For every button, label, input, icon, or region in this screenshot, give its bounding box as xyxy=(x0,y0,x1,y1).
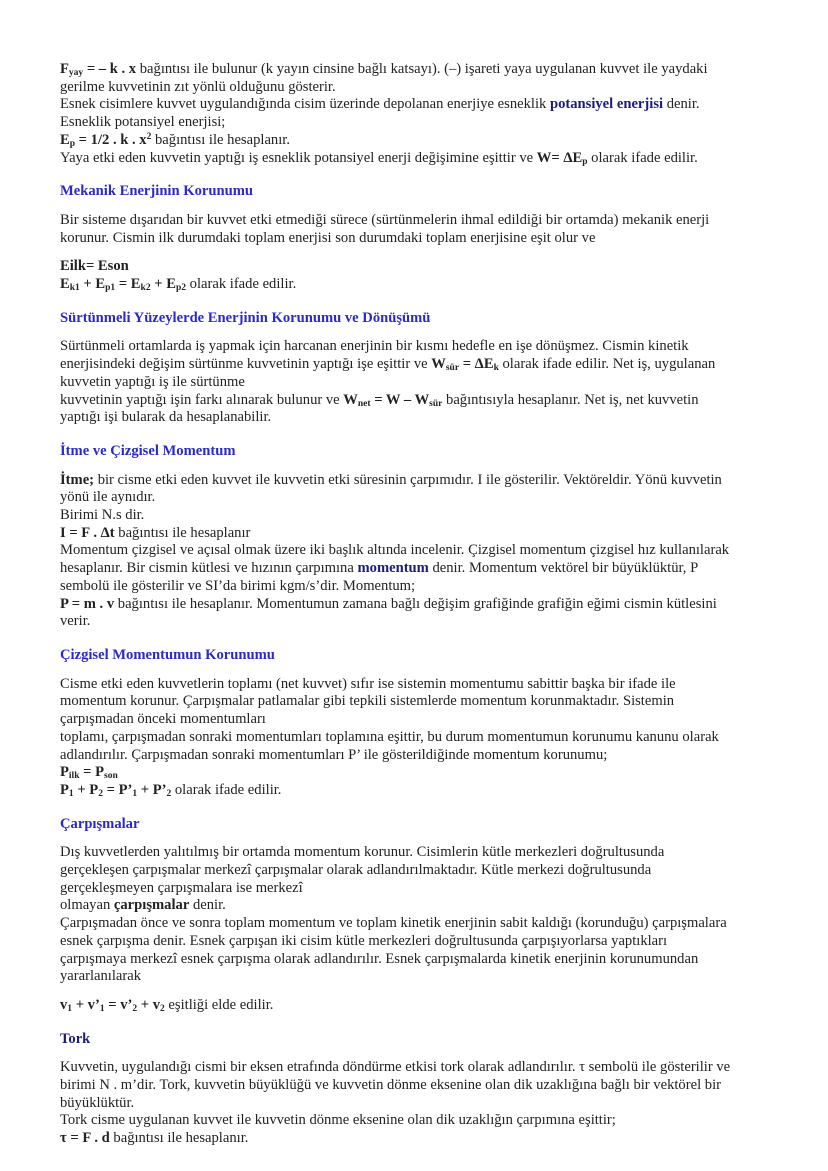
text-run: hesaplanır. Bir cismin kütlesi ve hızının çarpımına xyxy=(60,560,358,577)
text-run: Bir sisteme dışarıdan bir kuvvet etki etmediği sürece (sürtünmelerin ihmal edildiği bir ortamda) mekanik enerji xyxy=(60,211,710,228)
emphasized-text: W xyxy=(431,356,446,373)
text-line xyxy=(60,542,780,560)
text-line xyxy=(60,96,780,114)
emphasized-text: = 1/2 . k . x xyxy=(75,131,147,148)
paragraph xyxy=(60,258,780,293)
emphasized-text: P = m . v xyxy=(60,595,115,612)
text-run: Esneklik potansiyel enerjisi; xyxy=(60,114,226,131)
text-run: adlandırılır. Çarpışmadan sonraki momentumları P’ ile gösterildiğinde momentum korunumu; xyxy=(60,746,608,763)
text-line xyxy=(60,997,780,1015)
text-line xyxy=(60,897,780,915)
text-line xyxy=(60,114,780,132)
section-heading: Mekanik Enerjinin Korunumu xyxy=(60,183,254,200)
text-run: gerçekleşen çarpışmalar merkezî çarpışmalar olarak adlandırılmaktadır. Kütle merkezi doğrultusunda xyxy=(60,862,652,879)
text-line xyxy=(60,844,780,862)
text-line xyxy=(60,276,780,294)
text-line xyxy=(60,951,780,969)
subscript: k xyxy=(493,363,499,374)
emphasized-text: = P xyxy=(79,764,105,781)
emphasized-text: = – k . x xyxy=(83,61,137,77)
text-line xyxy=(60,693,780,711)
emphasized-text: E xyxy=(60,276,70,293)
text-line xyxy=(60,613,780,631)
text-line xyxy=(60,258,780,276)
text-line xyxy=(60,132,780,150)
paragraph xyxy=(60,676,780,800)
text-run: Tork cisme uygulanan kuvvet ile kuvvetin dönme eksenine olan dik uzaklığın çarpımına eşittir; xyxy=(60,1112,616,1129)
text-line xyxy=(60,560,780,578)
emphasized-text: = P’ xyxy=(102,781,133,798)
text-run: Cisme etki eden kuvvetlerin toplamı (net kuvvet) sıfır ise sistemin momentumu sabittir başka bir ifade ile xyxy=(60,675,676,692)
subscript: p2 xyxy=(175,283,186,294)
text-run: esnek çarpışma denir. Esnek çarpışan iki cisim kütle merkezleri doğrultusunda çarpışıyorlarsa yaptıkları xyxy=(60,932,668,949)
section-intro xyxy=(60,61,780,167)
text-line xyxy=(60,230,780,248)
section-carpismalar xyxy=(60,816,780,1015)
text-run: büyüklüktür. xyxy=(60,1094,135,1111)
text-run: bir cisme etki eden kuvvet ile kuvvetin etki süresinin çarpımıdır. I ile gösterilir. Vektöreldir. Yönü kuvvetin xyxy=(94,471,722,488)
emphasized-text: W xyxy=(343,391,358,408)
section-surtunmeli-yuzeylerde-enerjinin-korunumu-ve-donusumu xyxy=(60,310,780,427)
text-run: olarak ifade edilir. xyxy=(587,149,698,166)
subscript: ilk xyxy=(68,771,80,782)
subscript: 2 xyxy=(166,788,172,799)
emphasized-text: P xyxy=(60,764,69,781)
paragraph xyxy=(60,997,780,1015)
text-run: çarpışmaya merkezî esnek çarpışma olarak adlandırılır. Esnek çarpışmalarda kinetik enerjinin korunumundan xyxy=(60,950,699,967)
text-line xyxy=(60,507,780,525)
emphasized-text: v xyxy=(60,996,68,1013)
text-line xyxy=(60,79,780,97)
text-run: kuvvetinin yaptığı işin farkı alınarak bulunur ve xyxy=(60,391,344,408)
text-run: bağıntısıyla hesaplanır. Net iş, net kuvvetin xyxy=(442,391,699,408)
paragraph xyxy=(60,844,780,986)
subscript: sür xyxy=(429,398,443,409)
text-line xyxy=(60,729,780,747)
subscript: p xyxy=(69,138,76,149)
text-run: bağıntısı ile bulunur (k yayın cinsine bağlı katsayı). (–) işareti yaya uygulanan kuvvet ile yaydaki xyxy=(136,61,708,77)
subscript: yay xyxy=(68,68,84,78)
emphasized-text: + v xyxy=(137,996,161,1013)
text-line xyxy=(60,409,780,427)
emphasized-text: = v’ xyxy=(104,996,133,1013)
text-run: verir. xyxy=(60,613,91,630)
emphasized-text: + E xyxy=(150,276,176,293)
section-heading: Tork xyxy=(60,1030,91,1047)
text-run: korunur. Cismin ilk durumdaki toplam enerjisi son durumdaki toplam enerjisine eşit olur ve xyxy=(60,229,596,246)
text-line xyxy=(60,374,780,392)
superscript: 2 xyxy=(146,131,152,142)
text-run: bağıntısı ile hesaplanır. Momentumun zamana bağlı değişim grafiğinde grafiğin eğimi cismin kütlesini xyxy=(114,595,717,612)
text-line xyxy=(60,338,780,356)
section-heading: Çizgisel Momentumun Korunumu xyxy=(60,646,275,663)
paragraph xyxy=(60,61,780,167)
text-line xyxy=(60,880,780,898)
paragraph xyxy=(60,472,780,631)
text-run: momentum korunur. Çarpışmalar patlamalar gibi tepkili sistemlerde momentum korunmaktadır. Sistemin xyxy=(60,693,675,710)
emphasized-text: potansiyel enerjisi xyxy=(549,96,664,113)
text-run: denir. xyxy=(189,897,226,914)
text-line xyxy=(60,356,780,374)
subscript: k2 xyxy=(140,283,151,294)
text-line xyxy=(60,392,780,410)
text-line xyxy=(60,747,780,765)
text-line xyxy=(60,489,780,507)
subscript: p1 xyxy=(105,283,116,294)
text-line xyxy=(60,915,780,933)
text-run: Dış kuvvetlerden yalıtılmış bir ortamda momentum korunur. Cisimlerin kütle merkezleri doğrultusunda xyxy=(60,844,665,861)
text-run: toplamı, çarpışmadan sonraki momentumları toplamına eşittir, bu durum momentumun korunumu kanunu olarak xyxy=(60,728,719,745)
subscript: 1 xyxy=(68,788,74,799)
section-heading: Sürtünmeli Yüzeylerde Enerjinin Korunumu ve Dönüşümü xyxy=(60,309,431,326)
subscript: 1 xyxy=(67,1003,73,1014)
emphasized-text: İtme; xyxy=(60,471,95,488)
emphasized-text: + E xyxy=(79,276,106,293)
subscript: sür xyxy=(445,363,460,374)
text-run: sembolü ile gösterilir ve SI’da birimi kgm/s’dir. Momentum; xyxy=(60,577,416,594)
text-line xyxy=(60,61,780,79)
paragraph xyxy=(60,1059,780,1148)
text-run: bağıntısı ile hesaplanır xyxy=(114,524,251,541)
text-run: çarpışmadan önceki momentumları xyxy=(60,711,266,728)
text-line xyxy=(60,472,780,490)
emphasized-text: P xyxy=(60,781,69,798)
text-run: olarak ifade edilir. xyxy=(186,276,297,293)
emphasized-text: + v’ xyxy=(72,996,100,1013)
text-run: bağıntısı ile hesaplanır. xyxy=(109,1130,249,1147)
text-run: Esnek cisimlere kuvvet uygulandığında cisim üzerinde depolanan enerjiye esneklik xyxy=(60,96,550,113)
text-line xyxy=(60,711,780,729)
text-line xyxy=(60,764,780,782)
text-run: Kuvvetin, uygulandığı cismi bir eksen etrafında döndürme etkisi tork olarak adlandırılır. τ sembolü ile gösterilir ve xyxy=(60,1059,731,1076)
subscript: 2 xyxy=(160,1003,165,1014)
text-line xyxy=(60,525,780,543)
emphasized-text: çarpışmalar xyxy=(113,897,190,914)
subscript: net xyxy=(357,398,371,409)
text-line xyxy=(60,676,780,694)
emphasized-text: momentum xyxy=(357,560,429,577)
text-line xyxy=(60,1095,780,1113)
text-line xyxy=(60,933,780,951)
emphasized-text: W= ΔE xyxy=(536,149,583,166)
emphasized-text: = W – W xyxy=(370,391,430,408)
text-line xyxy=(60,1077,780,1095)
section-heading: Çarpışmalar xyxy=(60,815,140,832)
text-line xyxy=(60,212,780,230)
emphasized-text: = ΔE xyxy=(459,356,494,373)
text-line xyxy=(60,968,780,986)
text-line xyxy=(60,1059,780,1077)
paragraph xyxy=(60,212,780,247)
text-run: Momentum çizgisel ve açısal olmak üzere iki başlık altında incelenir. Çizgisel momentum çizgisel hız kullanılarak xyxy=(60,542,730,559)
emphasized-text: I = F . Δt xyxy=(60,524,115,541)
text-line xyxy=(60,150,780,168)
text-run: yararlanılarak xyxy=(60,968,142,985)
subscript: 2 xyxy=(98,788,103,799)
text-line xyxy=(60,1112,780,1130)
text-run: gerçekleşmeyen çarpışmalara ise merkezî xyxy=(60,879,303,896)
emphasized-text: F xyxy=(60,61,69,77)
emphasized-text: Eilk= Eson xyxy=(60,258,129,275)
text-run: olarak ifade edilir. xyxy=(171,781,282,798)
text-line xyxy=(60,1130,780,1148)
text-line xyxy=(60,596,780,614)
text-run: yaptığı işi bularak da hesaplanabilir. xyxy=(60,409,272,426)
text-run: birimi N . m’dir. Tork, kuvvetin büyüklüğü ve kuvvetin dönme eksenine olan dik uzaklığına bağlı bir vektörel bir xyxy=(60,1077,721,1094)
subscript: p xyxy=(582,156,588,167)
section-cizgisel-momentumun-korunumu xyxy=(60,647,780,800)
text-run: eşitliği elde edilir. xyxy=(164,996,274,1013)
section-itme-ve-cizgisel-momentum xyxy=(60,443,780,631)
section-mekanik-enerjinin-korunumu xyxy=(60,183,780,294)
text-run: Birimi N.s dir. xyxy=(60,507,145,524)
emphasized-text: τ = F . d xyxy=(60,1130,110,1147)
text-run: bağıntısı ile hesaplanır. xyxy=(151,131,290,148)
text-run: denir. xyxy=(663,96,700,113)
paragraph xyxy=(60,338,780,427)
emphasized-text: = E xyxy=(115,276,141,293)
text-run: Yaya etki eden kuvvetin yaptığı iş esneklik potansiyel enerji değişimine eşittir ve xyxy=(60,149,537,166)
text-run: yönü ile aynıdır. xyxy=(60,489,156,506)
text-run: olmayan xyxy=(60,897,114,914)
text-run: gerilme kuvvetinin zıt yönlü olduğunu gösterir. xyxy=(60,78,336,95)
text-run: kuvvetin yaptığı iş ile sürtünme xyxy=(60,373,245,390)
text-run: Çarpışmadan önce ve sonra toplam momentum ve toplam kinetik enerjinin sabit kaldığı (korunduğu) çarpışmalara xyxy=(60,915,727,932)
subscript: 1 xyxy=(132,788,138,799)
text-line xyxy=(60,862,780,880)
subscript: 2 xyxy=(132,1003,138,1014)
text-run: olarak ifade edilir. Net iş, uygulanan xyxy=(498,356,716,373)
emphasized-text: + P’ xyxy=(137,781,167,798)
emphasized-text: + P xyxy=(73,781,99,798)
emphasized-text: E xyxy=(60,131,70,148)
text-run: denir. Momentum vektörel bir büyüklüktür, P xyxy=(428,560,699,577)
document-page xyxy=(60,61,780,1148)
section-tork xyxy=(60,1031,780,1148)
text-run: enerjisindeki değişim sürtünme kuvvetinin yaptığı işe eşittir ve xyxy=(60,356,432,373)
text-run: Sürtünmeli ortamlarda iş yapmak için harcanan enerjinin bir kısmı hedefle en işe dönüşmez. Cismin kinetik xyxy=(60,338,689,355)
subscript: k1 xyxy=(69,283,80,294)
section-heading: İtme ve Çizgisel Momentum xyxy=(60,442,236,459)
subscript: son xyxy=(104,771,118,782)
text-line xyxy=(60,782,780,800)
text-line xyxy=(60,578,780,596)
subscript: 1 xyxy=(99,1003,105,1014)
